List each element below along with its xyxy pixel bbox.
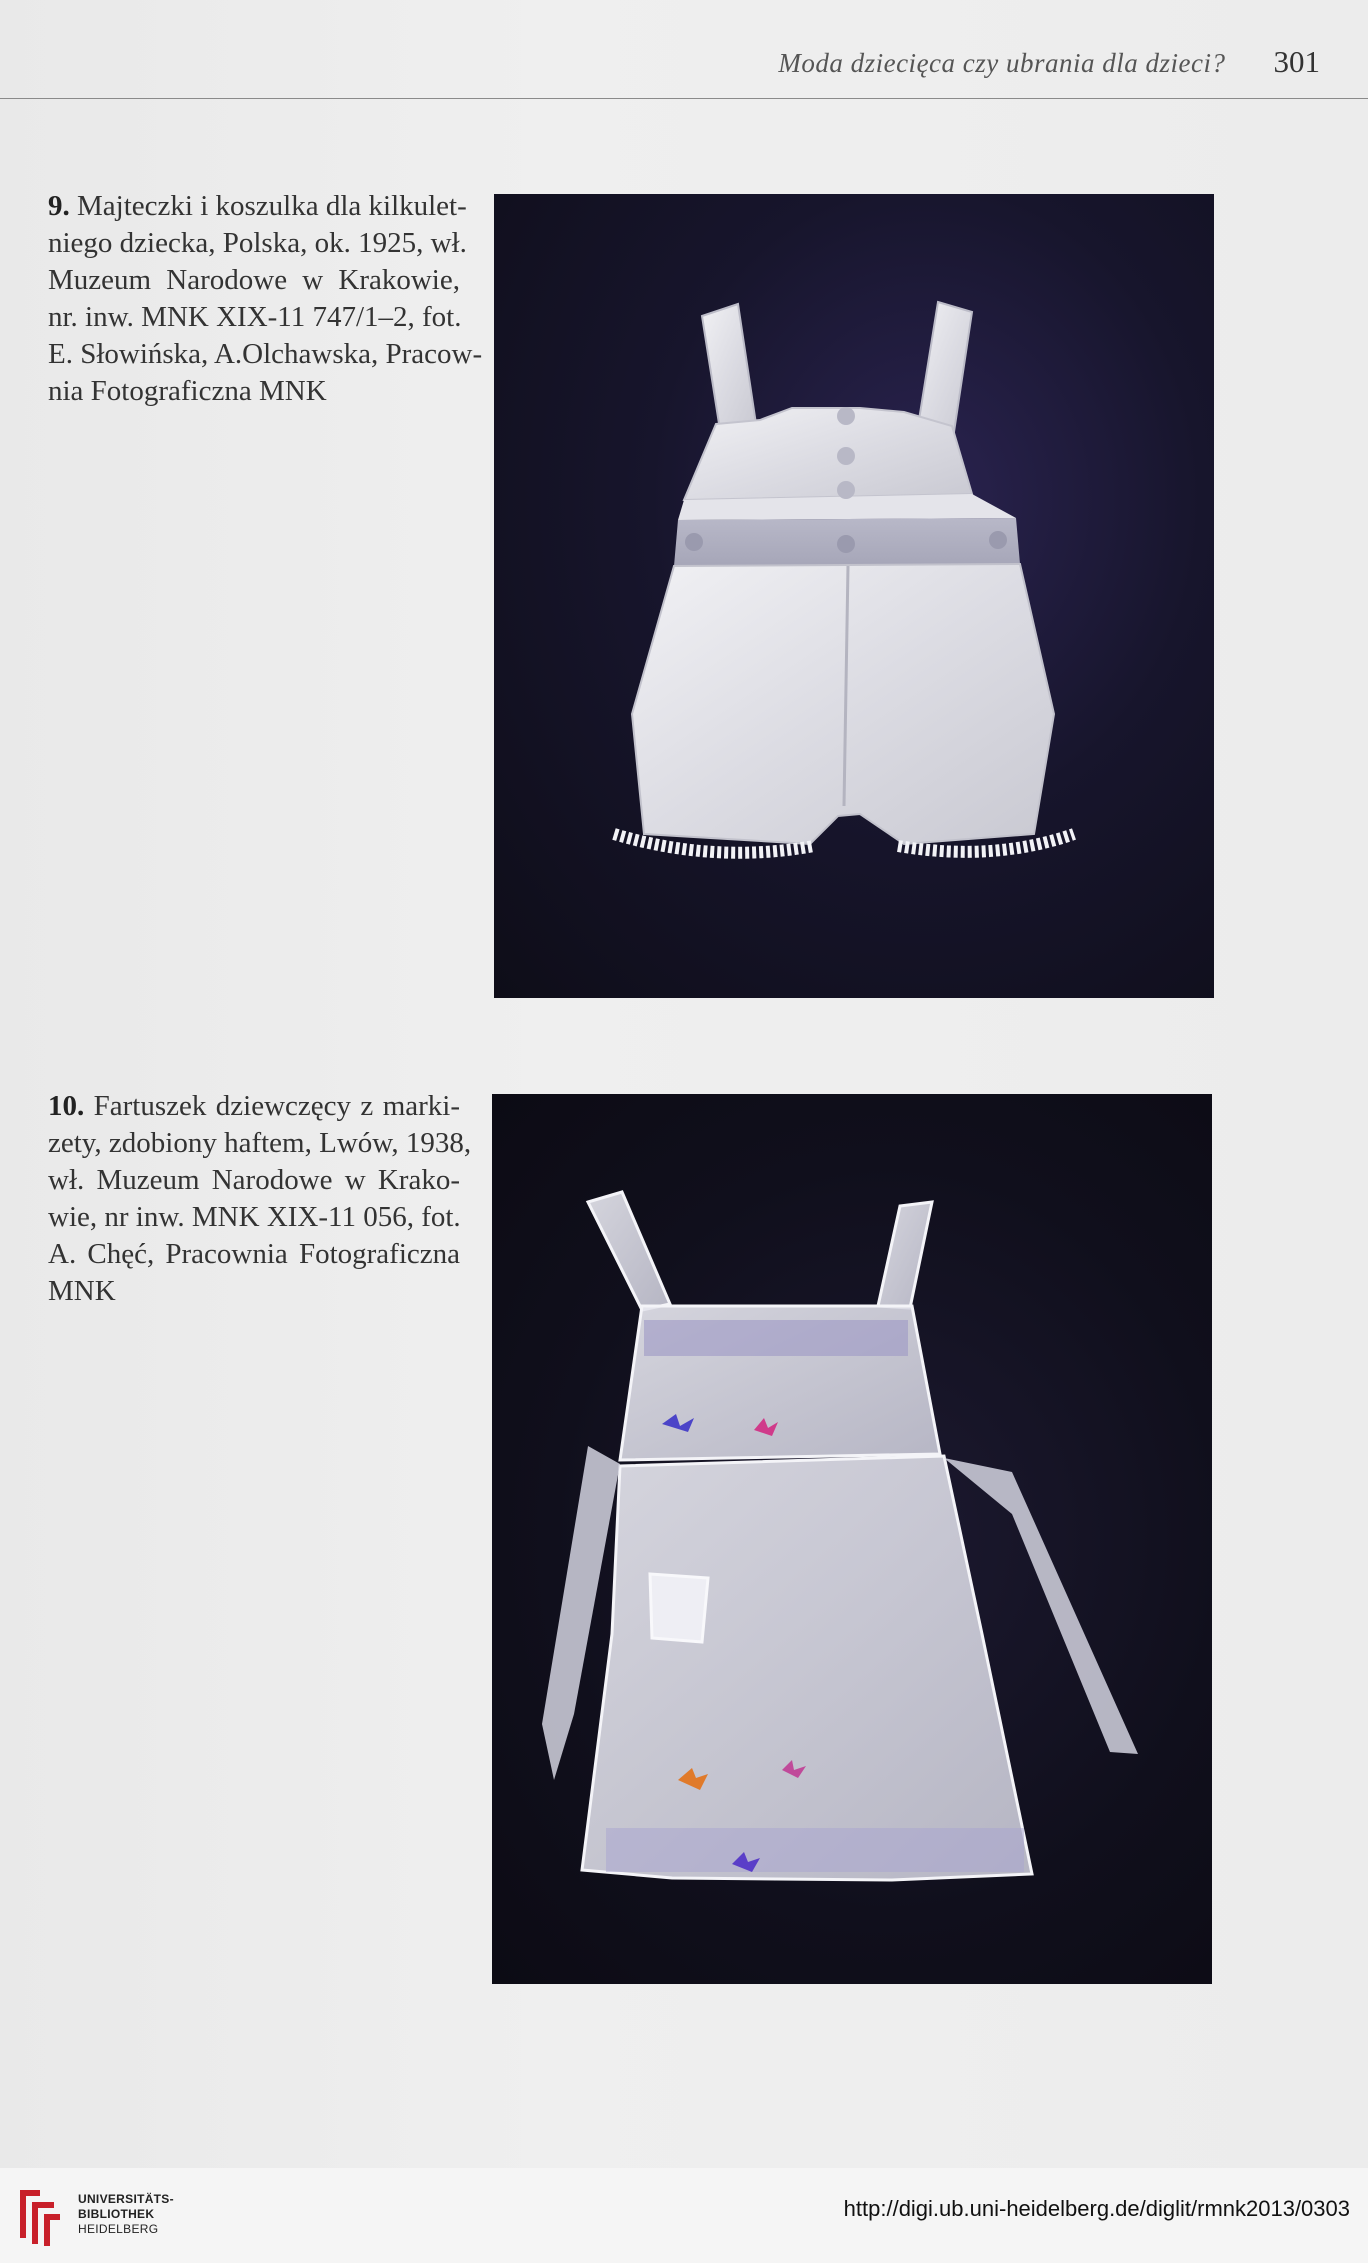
caption-line: zety, zdobiony haftem, Lwów, 1938, xyxy=(48,1127,472,1159)
caption-line: A. Chęć, Pracownia Fotograficzna xyxy=(48,1238,460,1270)
header-rule xyxy=(0,98,1368,99)
library-name: UNIVERSITÄTS- BIBLIOTHEK HEIDELBERG xyxy=(78,2192,174,2236)
caption-line: E. Słowińska, A.Olchawska, Pracow- xyxy=(48,338,483,370)
digital-library-footer xyxy=(0,2168,1368,2263)
caption-line: nr. inw. MNK XIX-11 747/1–2, fot. xyxy=(48,301,462,333)
caption-line: 9. Majteczki i koszulka dla kilkulet- xyxy=(48,190,467,222)
caption-number: 10. xyxy=(48,1090,85,1122)
running-header xyxy=(778,44,1320,84)
source-url[interactable]: http://digi.ub.uni-heidelberg.de/diglit/rmnk2013/0303 xyxy=(843,2196,1350,2221)
caption-line: wł. Muzeum Narodowe w Krako- xyxy=(48,1164,460,1196)
caption-line: MNK xyxy=(48,1275,116,1307)
apron-photo xyxy=(492,1094,1212,1984)
figure-caption-10 xyxy=(48,1088,472,1310)
running-title: Moda dziecięca czy ubrania dla dzieci? xyxy=(778,48,1226,78)
caption-line: Muzeum Narodowe w Krakowie, xyxy=(48,264,460,296)
caption-number: 9. xyxy=(48,190,70,222)
caption-line: niego dziecka, Polska, ok. 1925, wł. xyxy=(48,227,467,259)
caption-line: 10. Fartuszek dziewczęcy z marki- xyxy=(48,1090,460,1122)
university-library-logo-icon xyxy=(14,2186,62,2248)
caption-line: wie, nr inw. MNK XIX-11 056, fot. xyxy=(48,1201,461,1233)
apron-illustration xyxy=(492,1094,1212,1984)
romper-illustration xyxy=(494,194,1214,998)
romper-photo xyxy=(494,194,1214,998)
page-number: 301 xyxy=(1273,44,1320,79)
figure-caption-9 xyxy=(48,188,483,410)
caption-line: nia Fotograficzna MNK xyxy=(48,375,327,407)
